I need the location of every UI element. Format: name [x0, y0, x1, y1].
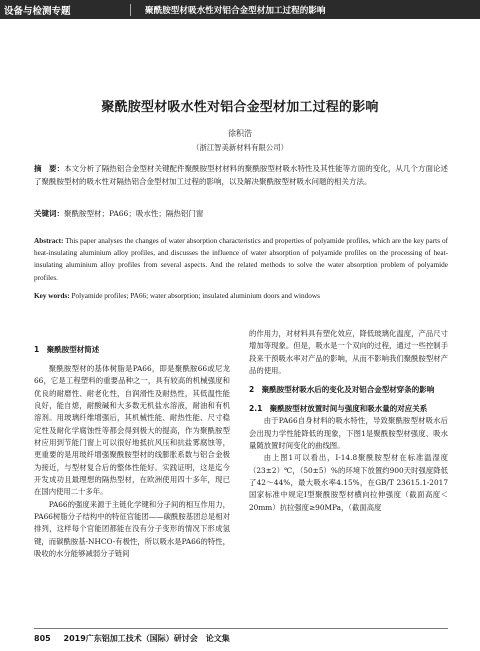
section-2-heading: 2 聚酰胺型材吸水后的变化及对铝合金型材穿条的影响	[249, 385, 435, 395]
footer-proceedings-title: 2019广东铝加工技术（国际）研讨会 论文集	[63, 634, 230, 643]
body-paragraph: PA66的强度来源于主链化学键和分子间的相互作用力，PA66树脂分子结构中的特征官能团——碳酰胺基团总是相对排列，这样每个官能团都能在没有分子变形的情况下形成氢键，而碳酰胺基-NHCO-有极性，所以吸水是PA66的特性，吸收的水分能够减弱分子链间	[34, 499, 230, 559]
abstract-english-label: Abstract:	[34, 237, 64, 245]
page-header-bar	[0, 0, 480, 19]
keywords-chinese-text: 聚酰胺型材；PA66；吸水性；隔热铝门窗	[64, 209, 204, 218]
body-left-column	[34, 344, 230, 561]
body-right-column	[249, 328, 448, 514]
abstract-english	[34, 235, 448, 284]
keywords-english-label: Key words:	[34, 292, 70, 300]
section-2-1-heading: 2.1 聚酰胺型材放置时间与强度和吸水量的对应关系	[249, 404, 428, 414]
author-affiliation: （浙江智美新材料有限公司）	[191, 143, 289, 152]
page-number: 805	[34, 634, 51, 643]
header-divider	[130, 4, 131, 16]
body-paragraph: 聚酰胺型材的基体树脂是PA66，即是聚酰胺66或尼龙66，它是工程塑料的重要品种之一，具有较高的机械强度和优良的耐磨性、耐老化性，自润滑性及耐热性，其低温性能良好，能自熄，耐酸碱和大多数无机盐水溶液，耐油和有机溶剂。用玻璃纤维增强后，其机械性能、耐热性能、尺寸稳定性及耐化学腐蚀性等都会得到极大的提高，作为聚酰胺型材应用到节能门窗上可以很好地抵抗风压和抗盐雾腐蚀等，更重要的是用玻纤增强聚酰胺型材的线膨胀系数与铝合金极为接近，与型材复合后的整体性能好。实践证明，这是迄今开发成功且最理想的隔热型材，在欧洲使用四十多年，现已在国内使用二十多年。	[34, 364, 230, 497]
abstract-chinese-text: 本文分析了隔热铝合金型材关键配件聚酰胺型材材料的聚酰胺型材吸水特性及其性能等方面的变化，从几个方面论述了聚酰胺型材的吸水性对隔热铝合金型材加工过程的影响，以及解决聚酰胺型材吸水问题的相关方法。	[34, 164, 449, 186]
spacer	[34, 356, 230, 363]
spacer	[249, 377, 448, 384]
abstract-chinese	[34, 163, 448, 188]
header-running-title: 聚酰胺型材吸水性对铝合金型材加工过程的影响	[145, 5, 326, 16]
keywords-english	[34, 292, 448, 300]
abstract-chinese-label: 摘 要：	[34, 164, 65, 173]
keywords-chinese	[34, 208, 448, 220]
keywords-english-text: Polyamide profiles; PA66; water absorption; insulated aluminium doors and windows	[71, 292, 320, 300]
footer-rule	[34, 628, 448, 629]
body-paragraph: 的作用力，对材料具有塑化效应，降低玻璃化温度，产品尺寸增加等现象。但是，吸水是一个双向的过程，通过一些控制手段来干预吸水率对产品的影响，从而不影响我们聚酰胺型材产品的使用。	[249, 329, 448, 376]
abstract-english-text: This paper analyses the changes of water absorption characteristics and properties of polyamide profiles, which are the key parts of heat-insulating aluminium alloy profiles, and discusses the influence of water absorption of polyamide profiles on the processing of heat-insulating aluminium alloy profiles from several aspects. And the related methods to solve the water absorption problem of polyamide profiles.	[34, 237, 448, 282]
page-footer	[34, 633, 230, 644]
header-section-label: 设备与检测专题	[4, 5, 71, 17]
paper-title: 聚酰胺型材吸水性对铝合金型材加工过程的影响	[101, 100, 379, 115]
section-1-heading: 1 聚酰胺型材简述	[34, 345, 100, 354]
body-paragraph: 由上图1可以看出，I-14.8聚酰胺型材在标准温湿度（23±2）℃，（50±5）%的环境下放置约900天时强度降低了42～44%，最大吸水率4.15%，在GB/T 23615.1-2017国家标准中规定I型聚酰胺型材横向拉伸强度（截面高度＜20mm）抗拉强度≥90MPa，（截面高度	[249, 453, 448, 512]
author-name: 徐积浩	[228, 129, 252, 138]
keywords-chinese-label: 关键词：	[34, 209, 64, 218]
body-paragraph: 由于PA66自身材料的吸水特性，导致聚酰胺型材吸水后会出现力学性能降低的现象，下图1是聚酰胺型材强度、吸水量随放置时间变化的曲线图。	[249, 416, 448, 451]
spacer	[249, 396, 448, 403]
